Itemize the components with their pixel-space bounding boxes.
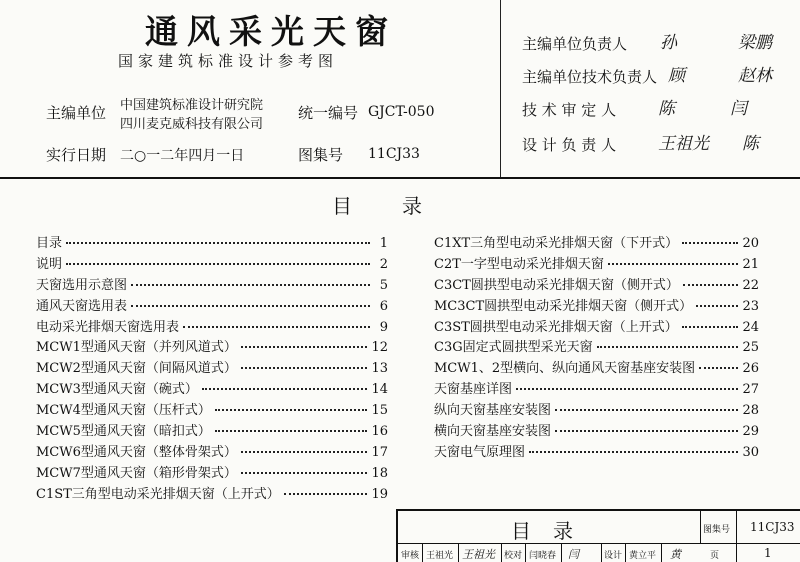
atlas-no-label: 图集号: [298, 146, 344, 164]
toc-item[interactable]: [434, 295, 759, 316]
title-block-title: 目录: [511, 519, 595, 543]
toc-item-page: 9: [379, 319, 388, 335]
toc-item[interactable]: [434, 420, 759, 441]
toc-item-name: C1XT三角型电动采光排烟天窗（下开式）: [434, 236, 679, 251]
signature: 王祖光: [658, 134, 709, 154]
toc-item-page: 30: [742, 444, 759, 460]
toc-leader: [66, 263, 370, 265]
toc-item-name: C1ST三角型电动采光排烟天窗（上开式）: [36, 486, 280, 502]
divider: [422, 543, 423, 562]
toc-leader: [131, 305, 370, 307]
responsible-role: 主编单位技术负责人: [522, 68, 658, 86]
toc-leader: [215, 430, 368, 432]
page-subtitle: 国家建筑标准设计参考图: [118, 52, 339, 70]
toc-item-name: 天窗电气原理图: [434, 444, 526, 460]
divider: [700, 543, 800, 544]
responsible-role: 技 术 审 定 人: [522, 101, 617, 119]
toc-item-name: 电动采光排烟天窗选用表: [36, 319, 180, 335]
review-label: 审核: [401, 551, 420, 561]
toc-leader: [529, 451, 738, 453]
toc-item[interactable]: [36, 462, 388, 483]
toc-item[interactable]: [434, 316, 759, 337]
toc-item-page: 15: [371, 403, 388, 419]
toc-item[interactable]: [434, 253, 759, 274]
toc-item-name: 横向天窗基座安装图: [434, 424, 552, 440]
divider: [458, 543, 459, 562]
toc-item-page: 16: [371, 424, 388, 440]
toc-item[interactable]: [36, 378, 388, 399]
divider: [601, 543, 602, 562]
signature: 孙: [660, 33, 677, 53]
toc-item-page: 24: [742, 319, 759, 335]
toc-item-page: 28: [742, 403, 759, 419]
divider: [661, 543, 662, 562]
toc-item-page: 19: [371, 486, 388, 502]
toc-item-page: 17: [371, 444, 388, 460]
toc-item[interactable]: [36, 357, 388, 378]
divider: [501, 543, 502, 562]
toc-leader: [215, 409, 368, 411]
design-label: 设计: [604, 551, 623, 561]
toc-item-page: 12: [371, 340, 388, 356]
toc-leader: [516, 388, 738, 390]
toc-item-page: 13: [371, 361, 388, 377]
toc-item[interactable]: [434, 357, 759, 378]
toc-left-column: [36, 232, 388, 504]
toc-item[interactable]: [36, 441, 388, 462]
toc-item-name: 天窗基座详图: [434, 382, 513, 398]
toc-leader: [555, 409, 738, 411]
toc-item-name: 天窗选用示意图: [36, 277, 128, 293]
impl-date: 二○一二年四月一日: [120, 148, 245, 164]
toc-leader: [241, 451, 368, 453]
toc-item[interactable]: [36, 232, 388, 253]
toc-item-page: 22: [742, 277, 759, 293]
toc-item-page: 5: [379, 277, 388, 293]
toc-item[interactable]: [434, 441, 759, 462]
toc-item[interactable]: [434, 274, 759, 295]
designer-name: 黄立平: [629, 551, 657, 561]
unified-code: GJCT-050: [368, 104, 435, 120]
divider: [561, 543, 562, 562]
toc-item-name: MCW6型通风天窗（整体骨架式）: [36, 444, 237, 460]
toc-item-name: C2T一字型电动采光排烟天窗: [434, 256, 604, 272]
checker-signature: 闫: [568, 548, 579, 561]
reviewer-signature: 王祖光: [462, 548, 495, 561]
toc-item-name: MCW3型通风天窗（碗式）: [36, 382, 198, 398]
toc-item-page: 18: [371, 465, 388, 481]
header-divider: [500, 0, 501, 177]
toc-item-page: 20: [742, 236, 759, 251]
toc-item[interactable]: [36, 274, 388, 295]
signature: 闫: [730, 99, 747, 119]
toc-leader: [241, 472, 368, 474]
toc-leader: [284, 493, 368, 495]
page-label: 页: [710, 551, 720, 561]
toc-leader: [597, 346, 739, 348]
atlas-no: 11CJ33: [368, 146, 420, 162]
check-label: 校对: [504, 551, 523, 561]
toc-item[interactable]: [36, 253, 388, 274]
designer-signature: 黄: [670, 548, 681, 561]
toc-right-column: [434, 232, 759, 462]
toc-item-page: 2: [379, 256, 388, 272]
toc-leader: [555, 430, 738, 432]
divider: [736, 511, 737, 562]
signature: 顾: [668, 66, 685, 86]
toc-item-name: 通风天窗选用表: [36, 298, 128, 314]
toc-item[interactable]: [434, 399, 759, 420]
responsible-role: 设 计 负 责 人: [522, 136, 617, 154]
toc-item-name: MC3CT圆拱型电动采光排烟天窗（侧开式）: [434, 298, 693, 314]
responsible-role: 主编单位负责人: [522, 35, 628, 53]
toc-item[interactable]: [36, 336, 388, 357]
toc-item-name: MCW1、2型横向、纵向通风天窗基座安装图: [434, 361, 696, 377]
signature: 陈: [658, 99, 675, 119]
toc-leader: [608, 263, 739, 265]
unified-code-label: 统一编号: [298, 104, 359, 122]
divider: [625, 543, 626, 562]
toc-item-page: 1: [379, 236, 388, 251]
title-block-atlas-label: 图集号: [703, 525, 731, 535]
toc-item-page: 6: [379, 298, 388, 314]
page-title: 通风采光天窗: [145, 12, 397, 51]
title-block-main: [398, 511, 701, 544]
toc-item-name: MCW4型通风天窗（压杆式）: [36, 403, 211, 419]
toc-leader: [682, 242, 738, 244]
toc-item-name: 目录: [36, 236, 63, 251]
title-block-atlas-no: 11CJ33: [750, 520, 795, 534]
toc-item-name: MCW1型通风天窗（并列风道式）: [36, 340, 237, 356]
toc-item[interactable]: [36, 316, 388, 337]
editor-unit-2: 四川麦克威科技有限公司: [120, 117, 264, 132]
toc-item[interactable]: [36, 483, 388, 504]
toc-item-page: 27: [742, 382, 759, 398]
signature: 赵林: [738, 66, 772, 86]
toc-item-name: MCW7型通风天窗（箱形骨架式）: [36, 465, 237, 481]
editor-unit-1: 中国建筑标准设计研究院: [120, 98, 264, 113]
toc-item-page: 23: [742, 298, 759, 314]
toc-item-name: C3G固定式圆拱型采光天窗: [434, 340, 593, 356]
signature: 陈: [742, 134, 759, 154]
toc-item-name: C3CT圆拱型电动采光排烟天窗（侧开式）: [434, 277, 679, 293]
toc-leader: [131, 284, 370, 286]
toc-item[interactable]: [434, 336, 759, 357]
title-block: [396, 509, 800, 562]
toc-heading: 目录: [332, 194, 472, 218]
toc-leader: [241, 367, 368, 369]
toc-item-page: 26: [742, 361, 759, 377]
toc-item[interactable]: [434, 378, 759, 399]
toc-item[interactable]: [36, 295, 388, 316]
toc-item-name: 纵向天窗基座安装图: [434, 403, 552, 419]
toc-item-page: 14: [371, 382, 388, 398]
toc-item-page: 29: [742, 424, 759, 440]
toc-item[interactable]: [434, 232, 759, 253]
checker-name: 闫晓春: [529, 551, 557, 561]
toc-leader: [202, 388, 368, 390]
toc-leader: [183, 326, 370, 328]
toc-leader: [696, 305, 738, 307]
header-rule: [0, 177, 800, 179]
toc-item-name: MCW5型通风天窗（暗扣式）: [36, 424, 211, 440]
toc-leader: [241, 346, 368, 348]
toc-leader: [66, 242, 370, 244]
toc-item-name: MCW2型通风天窗（间隔风道式）: [36, 361, 237, 377]
reviewer-name: 王祖光: [426, 551, 454, 561]
page-number: 1: [764, 546, 772, 560]
toc-leader: [682, 326, 739, 328]
toc-item-name: 说明: [36, 256, 63, 272]
toc-item-name: C3ST圆拱型电动采光排烟天窗（上开式）: [434, 319, 678, 335]
divider: [525, 543, 526, 562]
toc-item-page: 21: [742, 256, 759, 272]
signature: 梁鹏: [738, 33, 772, 53]
toc-item[interactable]: [36, 399, 388, 420]
toc-item-page: 25: [742, 340, 759, 356]
editor-unit-label: 主编单位: [46, 104, 107, 122]
toc-item[interactable]: [36, 420, 388, 441]
impl-date-label: 实行日期: [46, 146, 107, 164]
toc-leader: [699, 367, 738, 369]
toc-leader: [683, 284, 739, 286]
